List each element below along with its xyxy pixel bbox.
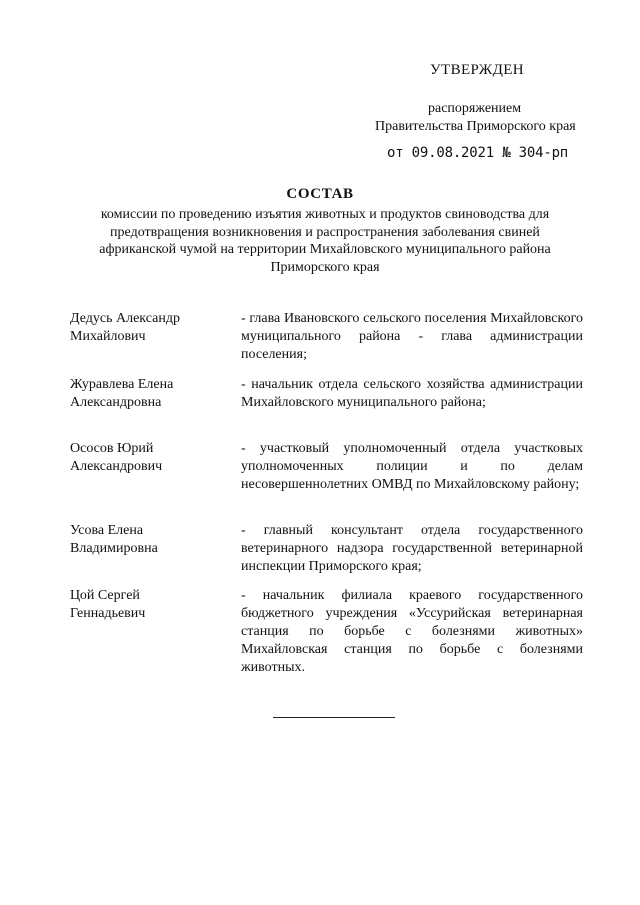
member-name-line: Геннадьевич: [70, 606, 146, 621]
member-name: [70, 376, 230, 412]
member-name-line: Усова Елена: [70, 523, 144, 538]
order-reference-line-1: распоряжением: [428, 101, 522, 116]
member-name: [70, 310, 230, 346]
order-reference-line-2: Правительства Приморского края: [375, 119, 576, 134]
member-name-line: Цой Сергей: [70, 588, 140, 603]
member-position: - начальник отдела сельского хозяйства администрации Михайловского муниципального района;: [241, 377, 583, 410]
subtitle-line: комиссии по проведению изъятия животных и продуктов свиноводства для: [100, 207, 550, 222]
document-subtitle: [70, 206, 580, 276]
member-name: [70, 440, 230, 476]
member-name-line: Дедусь Александр: [70, 311, 180, 326]
member-name: [70, 587, 230, 623]
member-position: - участковый уполномоченный отдела участковых уполномоченных полиции и по делам несовершеннолетних ОМВД по Михайловскому району;: [241, 441, 583, 492]
end-divider-line: [273, 717, 395, 718]
subtitle-line: Приморского края: [270, 259, 380, 275]
approval-stamp-label: УТВЕРЖДЕН: [430, 62, 525, 78]
member-name-line: Александрович: [70, 459, 163, 474]
member-name-line: Александровна: [70, 395, 162, 410]
order-number: от 09.08.2021 № 304-рп: [387, 145, 569, 161]
member-position: - начальник филиала краевого государственного бюджетного учреждения «Уссурийская ветеринарная станция по борьбе с болезнями животных» Михайловская станция по борьбе с болезнями животных.: [241, 588, 583, 675]
member-position: - глава Ивановского сельского поселения Михайловского муниципального района - глава администрации поселения;: [241, 311, 583, 362]
subtitle-line: предотвращения возникновения и распространения заболевания свиней: [110, 224, 540, 240]
subtitle-line: африканской чумой на территории Михайловского муниципального района: [99, 242, 551, 257]
member-name-line: Владимировна: [70, 541, 158, 556]
member-name-line: Михайлович: [70, 329, 146, 344]
member-name-line: Ососов Юрий: [70, 441, 154, 456]
document-title: СОСТАВ: [286, 186, 354, 202]
member-position: - главный консультант отдела государственного ветеринарного надзора государственной ветеринарной инспекции Приморского края;: [241, 523, 583, 574]
member-name: [70, 522, 230, 558]
member-name-line: Журавлева Елена: [70, 377, 174, 392]
